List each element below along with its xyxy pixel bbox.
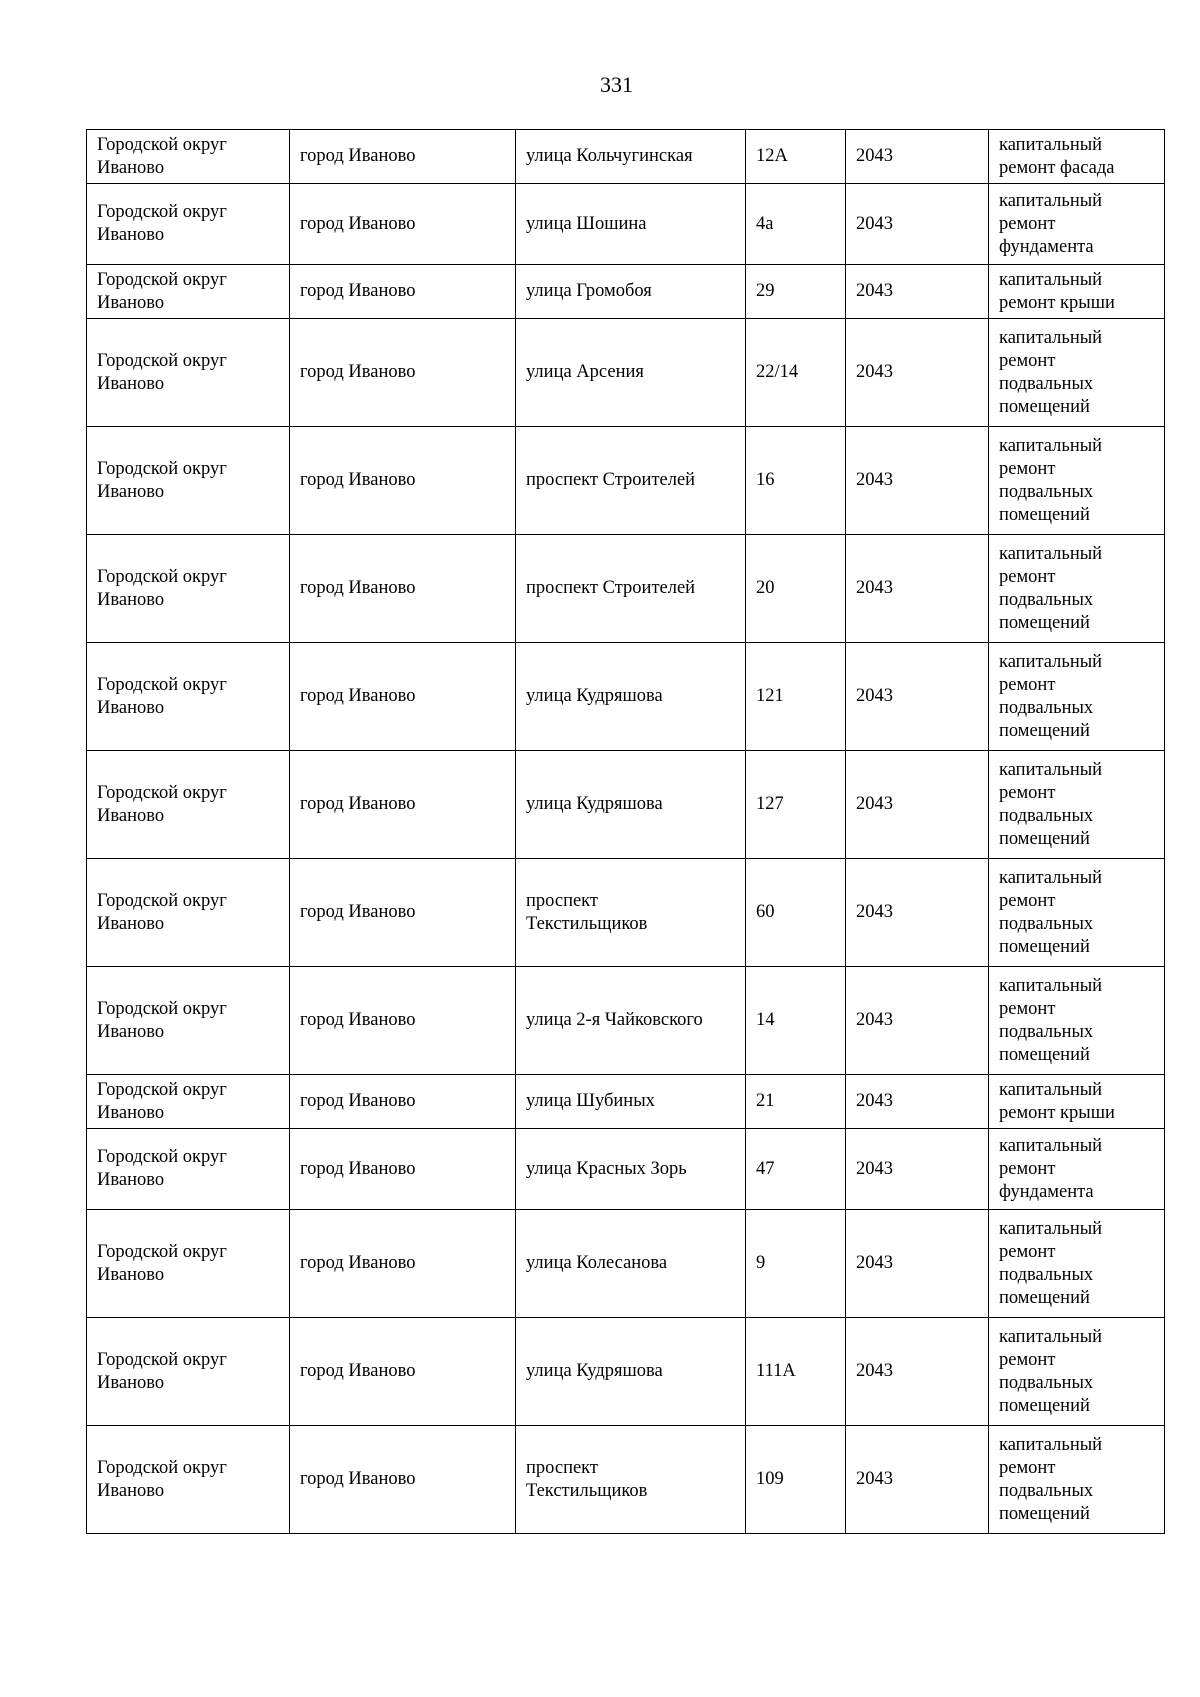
- district-cell: [87, 643, 290, 751]
- street-cell: [516, 967, 746, 1075]
- city-cell: город Иваново: [290, 130, 516, 184]
- street-cell-line: улица Кольчугинская: [526, 146, 693, 166]
- district-cell: [87, 1318, 290, 1426]
- house-number-cell: 127: [746, 751, 846, 859]
- work-type-cell-line: ремонт фасада: [999, 157, 1115, 178]
- work-type-cell-line: подвальных: [999, 913, 1094, 934]
- year-cell: 2043: [846, 1210, 989, 1318]
- work-type-cell-line: помещений: [999, 1044, 1090, 1065]
- work-type-cell-line: капитальный: [999, 1218, 1103, 1239]
- district-cell: [87, 535, 290, 643]
- street-cell-line: улица Кудряшова: [526, 794, 663, 814]
- work-type-cell: [989, 265, 1165, 319]
- year-cell: 2043: [846, 751, 989, 859]
- city-cell: город Иваново: [290, 265, 516, 319]
- district-cell-line: Иваново: [97, 697, 165, 718]
- year-cell: 2043: [846, 184, 989, 265]
- work-type-cell-line: ремонт: [999, 782, 1056, 803]
- work-type-cell-line: ремонт: [999, 890, 1056, 911]
- table-row: [87, 184, 1165, 265]
- street-cell: [516, 859, 746, 967]
- work-type-cell-line: помещений: [999, 720, 1090, 741]
- table-row: [87, 1129, 1165, 1210]
- district-cell-line: Иваново: [97, 1170, 165, 1190]
- work-type-cell-line: капитальный: [999, 269, 1103, 290]
- city-cell: город Иваново: [290, 319, 516, 427]
- house-number-cell: 21: [746, 1075, 846, 1129]
- work-type-cell: [989, 751, 1165, 859]
- work-type-cell: [989, 859, 1165, 967]
- district-cell-line: Городской округ: [97, 269, 227, 290]
- work-type-cell-line: фундамента: [999, 236, 1094, 257]
- work-type-cell-line: подвальных: [999, 697, 1094, 718]
- work-type-cell-line: подвальных: [999, 1480, 1094, 1501]
- work-type-cell: [989, 1318, 1165, 1426]
- house-number-cell: 109: [746, 1426, 846, 1534]
- district-cell: [87, 184, 290, 265]
- work-type-cell-line: подвальных: [999, 805, 1094, 826]
- table-row: [87, 1075, 1165, 1129]
- street-cell-line: улица Шубиных: [526, 1091, 655, 1111]
- work-type-cell-line: капитальный: [999, 1135, 1103, 1156]
- work-type-cell-line: ремонт: [999, 458, 1056, 479]
- district-cell: [87, 265, 290, 319]
- street-cell-line: улица Колесанова: [526, 1253, 668, 1273]
- district-cell-line: Городской округ: [97, 1349, 227, 1370]
- district-cell: [87, 319, 290, 427]
- work-type-cell: [989, 967, 1165, 1075]
- work-type-cell-line: капитальный: [999, 867, 1103, 888]
- work-type-cell-line: ремонт крыши: [999, 292, 1115, 313]
- district-cell-line: Иваново: [97, 1372, 165, 1393]
- work-type-cell-line: подвальных: [999, 1021, 1094, 1042]
- work-type-cell: [989, 1075, 1165, 1129]
- work-type-cell-line: ремонт: [999, 1241, 1056, 1262]
- work-type-cell-line: капитальный: [999, 327, 1103, 348]
- work-type-cell-line: капитальный: [999, 975, 1103, 996]
- work-type-cell: [989, 319, 1165, 427]
- district-cell-line: Иваново: [97, 1264, 165, 1285]
- street-cell: [516, 130, 746, 184]
- city-cell: город Иваново: [290, 1075, 516, 1129]
- work-type-cell-line: ремонт: [999, 350, 1056, 371]
- house-number-cell: 60: [746, 859, 846, 967]
- street-cell: [516, 1075, 746, 1129]
- table-row: [87, 859, 1165, 967]
- street-cell-line: улица Красных Зорь: [526, 1158, 687, 1179]
- work-type-cell-line: подвальных: [999, 1372, 1094, 1393]
- district-cell-line: Городской округ: [97, 566, 227, 587]
- street-cell: [516, 1210, 746, 1318]
- work-type-cell-line: помещений: [999, 1395, 1090, 1416]
- city-cell: город Иваново: [290, 751, 516, 859]
- table-row: [87, 535, 1165, 643]
- house-number-cell: 29: [746, 265, 846, 319]
- street-cell-line: проспект Строителей: [526, 578, 696, 598]
- street-cell-line: проспект Строителей: [526, 470, 696, 490]
- work-type-cell-line: помещений: [999, 1287, 1090, 1308]
- street-cell-line: улица Кудряшова: [526, 686, 663, 706]
- district-cell-line: Городской округ: [97, 458, 227, 479]
- street-cell-line: проспект: [526, 1457, 599, 1478]
- street-cell-line: улица Арсения: [526, 362, 644, 382]
- city-cell: город Иваново: [290, 967, 516, 1075]
- work-type-cell-line: ремонт: [999, 566, 1056, 587]
- district-cell-line: Городской округ: [97, 1241, 227, 1262]
- work-type-cell-line: ремонт крыши: [999, 1102, 1115, 1123]
- work-type-cell-line: подвальных: [999, 373, 1094, 394]
- street-cell: [516, 184, 746, 265]
- year-cell: 2043: [846, 643, 989, 751]
- table-row: [87, 265, 1165, 319]
- district-cell-line: Городской округ: [97, 1147, 227, 1167]
- street-cell: [516, 1129, 746, 1210]
- district-cell-line: Городской округ: [97, 674, 227, 695]
- table-body: [87, 130, 1165, 1534]
- street-cell: [516, 427, 746, 535]
- work-type-cell-line: капитальный: [999, 1434, 1103, 1455]
- district-cell-line: Иваново: [97, 1480, 165, 1501]
- work-type-cell-line: капитальный: [999, 1326, 1103, 1347]
- work-type-cell-line: помещений: [999, 396, 1090, 417]
- house-number-cell: 9: [746, 1210, 846, 1318]
- work-type-cell-line: ремонт: [999, 1349, 1056, 1370]
- house-number-cell: 12А: [746, 130, 846, 184]
- district-cell-line: Городской округ: [97, 350, 227, 371]
- street-cell: [516, 1318, 746, 1426]
- street-cell-line: Текстильщиков: [526, 1480, 648, 1501]
- street-cell-line: улица Громобоя: [526, 281, 652, 301]
- city-cell: город Иваново: [290, 427, 516, 535]
- city-cell: город Иваново: [290, 859, 516, 967]
- house-number-cell: 121: [746, 643, 846, 751]
- work-type-cell-line: капитальный: [999, 543, 1103, 564]
- work-type-cell-line: подвальных: [999, 1264, 1094, 1285]
- work-type-cell-line: ремонт: [999, 1457, 1056, 1478]
- year-cell: 2043: [846, 1426, 989, 1534]
- work-type-cell: [989, 535, 1165, 643]
- year-cell: 2043: [846, 967, 989, 1075]
- table-row: [87, 967, 1165, 1075]
- repair-schedule-table: [86, 129, 1165, 1534]
- district-cell-line: Городской округ: [97, 782, 227, 803]
- street-cell-line: Текстильщиков: [526, 913, 648, 934]
- district-cell-line: Иваново: [97, 1102, 165, 1123]
- house-number-cell: 22/14: [746, 319, 846, 427]
- district-cell-line: Городской округ: [97, 890, 227, 911]
- work-type-cell: [989, 130, 1165, 184]
- district-cell-line: Городской округ: [97, 998, 227, 1019]
- work-type-cell-line: помещений: [999, 828, 1090, 849]
- work-type-cell: [989, 1210, 1165, 1318]
- house-number-cell: 47: [746, 1129, 846, 1210]
- district-cell-line: Иваново: [97, 589, 165, 610]
- work-type-cell-line: подвальных: [999, 589, 1094, 610]
- street-cell-line: улица 2-я Чайковского: [526, 1010, 703, 1030]
- work-type-cell: [989, 1426, 1165, 1534]
- street-cell: [516, 535, 746, 643]
- city-cell: город Иваново: [290, 184, 516, 265]
- district-cell-line: Городской округ: [97, 1457, 227, 1478]
- house-number-cell: 16: [746, 427, 846, 535]
- district-cell: [87, 1129, 290, 1210]
- year-cell: 2043: [846, 1129, 989, 1210]
- street-cell: [516, 319, 746, 427]
- work-type-cell-line: помещений: [999, 504, 1090, 525]
- table-row: [87, 130, 1165, 184]
- work-type-cell-line: капитальный: [999, 435, 1103, 456]
- year-cell: 2043: [846, 130, 989, 184]
- district-cell: [87, 1075, 290, 1129]
- house-number-cell: 4а: [746, 184, 846, 265]
- city-cell: город Иваново: [290, 643, 516, 751]
- district-cell-line: Городской округ: [97, 134, 227, 155]
- house-number-cell: 111А: [746, 1318, 846, 1426]
- street-cell-line: улица Шошина: [526, 213, 647, 234]
- district-cell: [87, 859, 290, 967]
- work-type-cell-line: капитальный: [999, 1079, 1103, 1100]
- district-cell: [87, 751, 290, 859]
- work-type-cell-line: ремонт: [999, 213, 1056, 234]
- work-type-cell-line: капитальный: [999, 190, 1103, 211]
- district-cell: [87, 967, 290, 1075]
- city-cell: город Иваново: [290, 1318, 516, 1426]
- district-cell-line: Иваново: [97, 292, 165, 313]
- district-cell: [87, 427, 290, 535]
- table-row: [87, 427, 1165, 535]
- district-cell-line: Иваново: [97, 481, 165, 502]
- district-cell-line: Иваново: [97, 805, 165, 826]
- year-cell: 2043: [846, 535, 989, 643]
- street-cell: [516, 1426, 746, 1534]
- work-type-cell-line: ремонт: [999, 674, 1056, 695]
- work-type-cell-line: капитальный: [999, 651, 1103, 672]
- work-type-cell-line: капитальный: [999, 134, 1103, 155]
- work-type-cell: [989, 427, 1165, 535]
- work-type-cell-line: ремонт: [999, 998, 1056, 1019]
- table-row: [87, 319, 1165, 427]
- street-cell-line: проспект: [526, 890, 599, 911]
- work-type-cell-line: помещений: [999, 936, 1090, 957]
- street-cell: [516, 643, 746, 751]
- table-row: [87, 1210, 1165, 1318]
- street-cell: [516, 751, 746, 859]
- district-cell-line: Иваново: [97, 225, 165, 245]
- district-cell-line: Иваново: [97, 913, 165, 934]
- work-type-cell: [989, 643, 1165, 751]
- city-cell: город Иваново: [290, 1426, 516, 1534]
- year-cell: 2043: [846, 859, 989, 967]
- work-type-cell-line: подвальных: [999, 481, 1094, 502]
- year-cell: 2043: [846, 1318, 989, 1426]
- work-type-cell-line: помещений: [999, 1503, 1090, 1524]
- year-cell: 2043: [846, 427, 989, 535]
- house-number-cell: 14: [746, 967, 846, 1075]
- year-cell: 2043: [846, 319, 989, 427]
- street-cell: [516, 265, 746, 319]
- city-cell: город Иваново: [290, 1210, 516, 1318]
- district-cell: [87, 1210, 290, 1318]
- page-number: 331: [600, 72, 633, 97]
- table-row: [87, 1318, 1165, 1426]
- work-type-cell: [989, 184, 1165, 265]
- district-cell: [87, 130, 290, 184]
- work-type-cell-line: помещений: [999, 612, 1090, 633]
- table-row: [87, 751, 1165, 859]
- district-cell-line: Иваново: [97, 157, 165, 178]
- work-type-cell-line: ремонт: [999, 1158, 1056, 1179]
- table-row: [87, 643, 1165, 751]
- district-cell-line: Иваново: [97, 373, 165, 394]
- work-type-cell-line: капитальный: [999, 759, 1103, 780]
- work-type-cell: [989, 1129, 1165, 1210]
- district-cell-line: Городской округ: [97, 202, 227, 222]
- city-cell: город Иваново: [290, 1129, 516, 1210]
- table-row: [87, 1426, 1165, 1534]
- district-cell: [87, 1426, 290, 1534]
- year-cell: 2043: [846, 265, 989, 319]
- year-cell: 2043: [846, 1075, 989, 1129]
- district-cell-line: Иваново: [97, 1021, 165, 1042]
- city-cell: город Иваново: [290, 535, 516, 643]
- house-number-cell: 20: [746, 535, 846, 643]
- street-cell-line: улица Кудряшова: [526, 1361, 663, 1381]
- work-type-cell-line: фундамента: [999, 1181, 1094, 1202]
- district-cell-line: Городской округ: [97, 1079, 227, 1100]
